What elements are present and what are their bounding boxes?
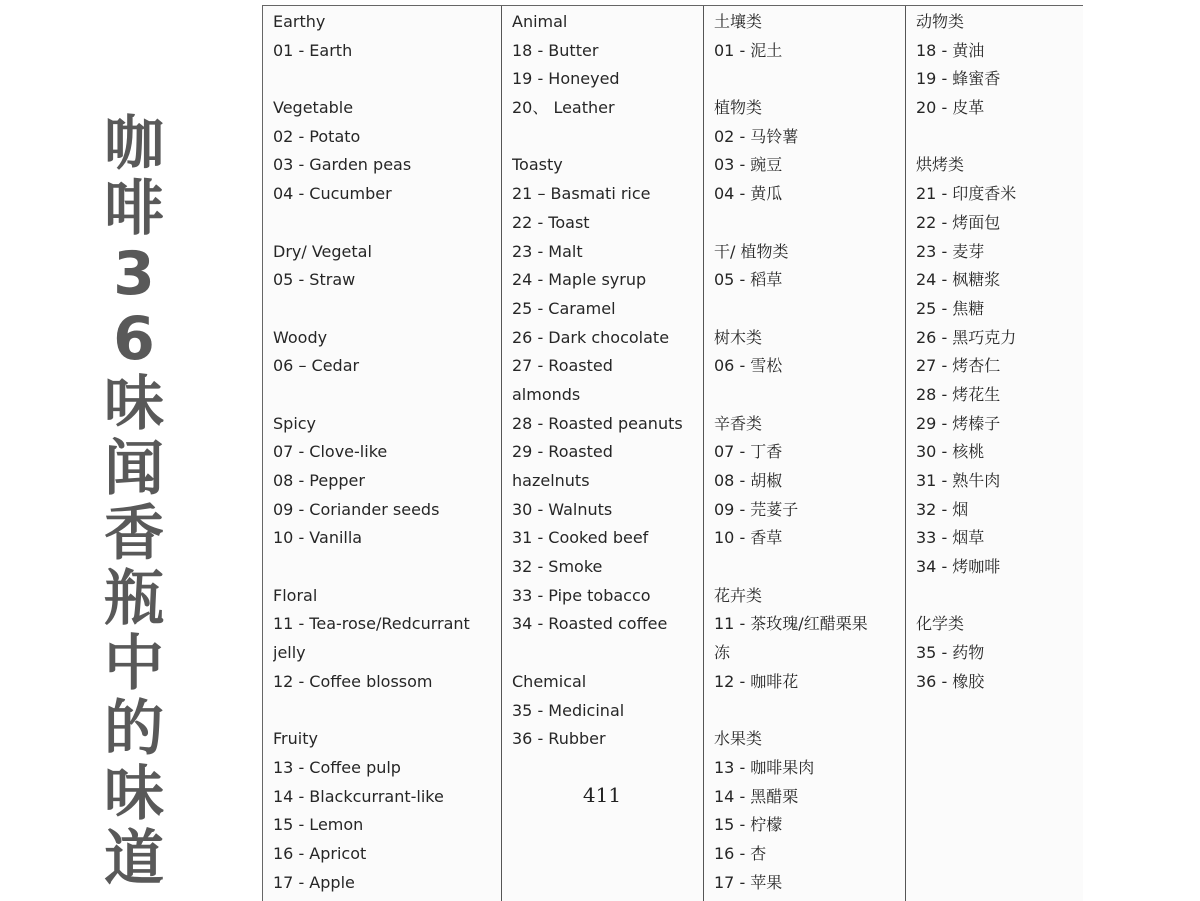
table-line: 29 - 烤榛子	[916, 413, 1001, 433]
column-chinese-1	[704, 6, 906, 901]
spacer-line	[273, 697, 501, 726]
table-line: Animal	[512, 12, 568, 31]
table-line: 32 - 烟	[916, 499, 969, 519]
table-line: 01 - Earth	[273, 40, 353, 60]
table-line: Chemical	[512, 671, 587, 691]
table-line: 09 - 芫荽子	[714, 499, 799, 519]
page-number: 411	[582, 783, 622, 807]
table-line: 14 - Blackcurrant-like	[273, 786, 444, 806]
table-line: 17 - Apple	[273, 872, 355, 892]
table-line: almonds	[512, 384, 581, 404]
table-line: Floral	[273, 585, 318, 605]
table-line: 04 - 黄瓜	[714, 184, 783, 204]
table-line: Fruity	[273, 729, 318, 749]
table-line: 10 - Vanilla	[273, 528, 363, 548]
table-line: 09 - Coriander seeds	[273, 499, 440, 519]
table-line: 05 - Straw	[273, 270, 356, 290]
table-line: 35 - 药物	[916, 643, 985, 663]
table-line: 20、 Leather	[512, 98, 615, 118]
table-line: 19 - 蜂蜜香	[916, 69, 1001, 89]
table-line: 动物类	[916, 12, 965, 31]
spacer-line	[273, 209, 501, 238]
table-line: 25 - Caramel	[512, 298, 616, 318]
table-line: 12 - 咖啡花	[714, 671, 799, 691]
table-line: 29 - Roasted	[512, 442, 613, 462]
table-line: 35 - Medicinal	[512, 700, 625, 720]
spacer-line	[273, 553, 501, 582]
table-line: 22 - Toast	[512, 212, 590, 232]
table-line: 36 - Rubber	[512, 729, 606, 749]
table-line: 08 - 胡椒	[714, 471, 783, 490]
table-line: 28 - Roasted peanuts	[512, 413, 683, 433]
table-line: 34 - Roasted coffee	[512, 614, 668, 634]
table-line: 33 - 烟草	[916, 528, 985, 548]
table-line: 27 - 烤杏仁	[916, 356, 1001, 376]
spacer-line	[714, 697, 905, 726]
table-line: 22 - 烤面包	[916, 212, 1001, 232]
table-line: 14 - 黑醋栗	[714, 786, 799, 806]
table-line: 08 - Pepper	[273, 471, 365, 490]
spacer-line	[714, 65, 905, 94]
table-line: 烘烤类	[916, 155, 965, 175]
table-line: 化学类	[916, 614, 965, 634]
table-line: 16 - 杏	[714, 843, 767, 863]
table-line: 23 - Malt	[512, 241, 583, 261]
table-line: 冻	[714, 643, 731, 663]
table-line: 03 - 豌豆	[714, 155, 783, 175]
table-line: 26 - Dark chocolate	[512, 327, 670, 347]
table-line: 10 - 香草	[714, 528, 783, 548]
table-line: 15 - 柠檬	[714, 815, 783, 835]
table-line: 植物类	[714, 98, 763, 118]
table-line: 辛香类	[714, 413, 763, 433]
table-line: 25 - 焦糖	[916, 298, 985, 318]
spacer-line	[714, 381, 905, 410]
table-line: 树木类	[714, 327, 763, 347]
table-line: 21 - 印度香米	[916, 184, 1017, 204]
table-line: 04 - Cucumber	[273, 184, 392, 204]
table-line: 21 – Basmati rice	[512, 184, 651, 204]
column-english-1	[263, 6, 502, 901]
table-line: 24 - 枫糖浆	[916, 270, 1001, 290]
table-line: 36 - 橡胶	[916, 671, 985, 691]
spacer-line	[273, 381, 501, 410]
spacer-line	[714, 295, 905, 324]
spacer-line	[714, 553, 905, 582]
table-line: Woody	[273, 327, 328, 347]
table-line: 03 - Garden peas	[273, 155, 412, 175]
table-line: 13 - Coffee pulp	[273, 757, 401, 777]
spacer-line	[916, 123, 1083, 152]
table-line: 11 - Tea-rose/Redcurrant	[273, 614, 470, 634]
table-line: 15 - Lemon	[273, 815, 364, 835]
table-line: 17 - 苹果	[714, 872, 783, 892]
table-line: Dry/ Vegetal	[273, 241, 372, 261]
column-chinese-2	[906, 6, 1083, 901]
table-line: 12 - Coffee blossom	[273, 671, 433, 691]
table-line: 27 - Roasted	[512, 356, 613, 376]
spacer-line	[714, 209, 905, 238]
spacer-line	[512, 123, 703, 152]
spacer-line	[273, 295, 501, 324]
table-line: 30 - 核桃	[916, 442, 985, 462]
table-line: 05 - 稻草	[714, 270, 783, 290]
table-line: 07 - Clove-like	[273, 442, 388, 462]
table-line: 26 - 黑巧克力	[916, 327, 1017, 347]
table-line: 01 - 泥土	[714, 40, 783, 60]
table-line: jelly	[273, 643, 306, 663]
table-line: 19 - Honeyed	[512, 69, 620, 89]
table-line: 20 - 皮革	[916, 98, 985, 118]
table-line: 02 - 马铃薯	[714, 126, 799, 146]
table-line: Earthy	[273, 12, 326, 31]
table-line: 07 - 丁香	[714, 442, 783, 462]
table-line: 28 - 烤花生	[916, 384, 1001, 404]
table-line: 花卉类	[714, 585, 763, 605]
table-line: 13 - 咖啡果肉	[714, 757, 815, 777]
table-line: 土壤类	[714, 12, 763, 31]
table-line: 34 - 烤咖啡	[916, 557, 1001, 577]
table-line: 11 - 茶玫瑰/红醋栗果	[714, 614, 868, 634]
spacer-line	[916, 582, 1083, 611]
table-line: 18 - 黄油	[916, 40, 985, 60]
table-line: 02 - Potato	[273, 126, 361, 146]
table-line: 18 - Butter	[512, 40, 599, 60]
table-line: 24 - Maple syrup	[512, 270, 647, 290]
spacer-line	[512, 639, 703, 668]
spacer-line	[273, 65, 501, 94]
column-english-2	[502, 6, 704, 901]
table-line: 干/ 植物类	[714, 241, 789, 261]
table-line: hazelnuts	[512, 471, 590, 490]
table-line: 06 – Cedar	[273, 356, 360, 376]
table-line: 30 - Walnuts	[512, 499, 613, 519]
table-line: 16 - Apricot	[273, 843, 367, 863]
table-line: 32 - Smoke	[512, 557, 603, 577]
table-line: 31 - Cooked beef	[512, 528, 649, 548]
aroma-table	[262, 5, 1083, 901]
table-line: 水果类	[714, 729, 763, 749]
table-line: 33 - Pipe tobacco	[512, 585, 651, 605]
table-line: 23 - 麦芽	[916, 241, 985, 261]
table-line: Vegetable	[273, 98, 354, 118]
table-line: 06 - 雪松	[714, 356, 783, 376]
table-line: Toasty	[512, 155, 563, 175]
page-title: 咖啡36味闻香瓶中的味道	[104, 109, 164, 894]
table-line: 31 - 熟牛肉	[916, 471, 1001, 490]
table-line: Spicy	[273, 413, 317, 433]
